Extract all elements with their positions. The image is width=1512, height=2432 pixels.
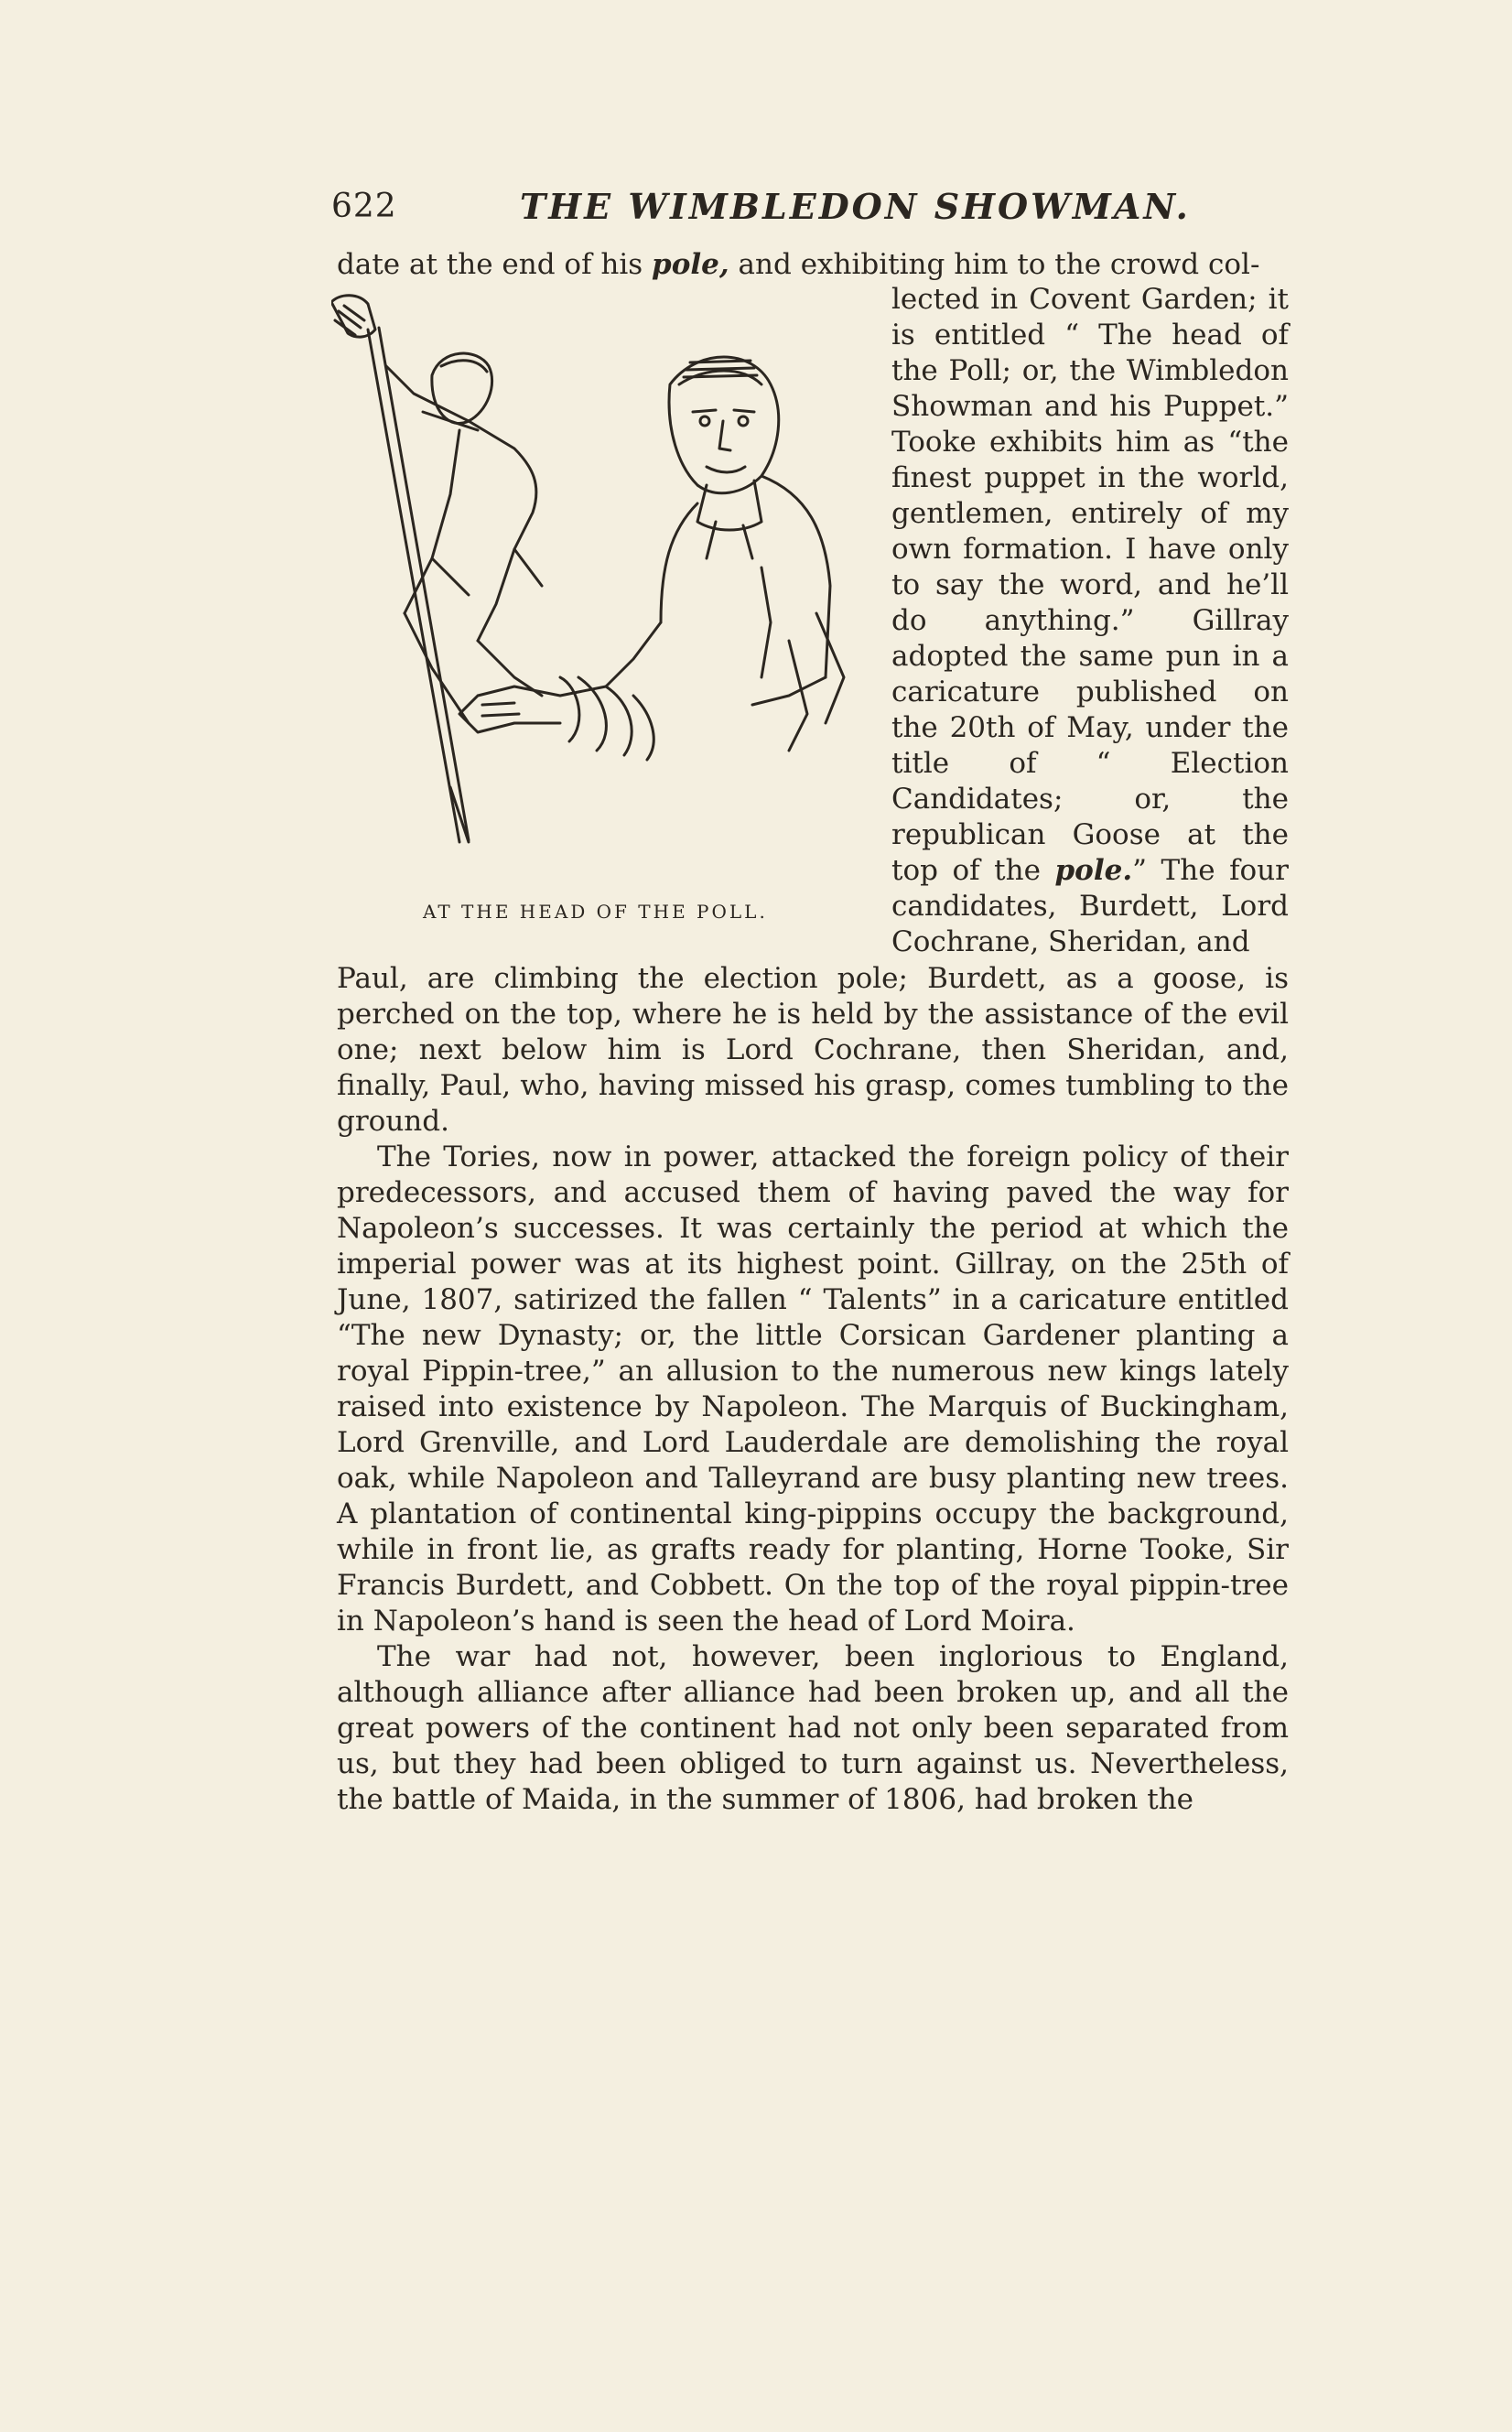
first-line-italic: pole, (652, 248, 729, 281)
puppet-figure (432, 353, 492, 423)
side-column-italic: pole. (1054, 854, 1133, 887)
side-column (891, 282, 1289, 960)
paragraph-2: The Tories, now in power, attacked the foreign policy of their predecessors, and accused them of having paved the way for Napoleon’s successes. It was certainly the period at which the imperial power was at its highest point. Gillray, on the 25th of June, 1807, satirized the fallen “ Talents” in a caricature entitled “The new Dynasty; or, the little Corsican Gardener planting a royal Pippin-tree,” an allusion to the numerous new kings lately raised into existence by Napoleon. The Marquis of Buckingham, Lord Grenville, and Lord Lauderdale are demolishing the royal oak, while Napoleon and Talleyrand are busy planting new trees. A plantation of continental king-pippins occupy the background, while in front lie, as grafts ready for planting, Horne Tooke, Sir Francis Burdett, and Cobbett. On the top of the royal pippin-tree in Napoleon’s hand is seen the head of Lord Moira. (337, 1140, 1289, 1638)
wimbledon-showman-engraving (331, 293, 862, 879)
paragraph-3: The war had not, however, been inglorious to England, although alliance after alliance had been broken up, and all the great powers of the continent had not only been separated from us, but they had been obliged to turn against us. Nevertheless, the battle of Maida, in the summer of 1806, had broken the (337, 1640, 1289, 1816)
side-column-text (891, 282, 1289, 960)
paragraph-1-continued: Paul, are climbing the election pole; Burdett, as a goose, is perched on the top, where he is held by the assistance of the evil one; next below him is Lord Cochrane, then Sheridan, and, finally, Paul, who, having missed his grasp, comes tumbling to the ground. (337, 962, 1289, 1138)
side-column-before: lected in Covent Garden; it is entitled “ The head of the Poll; or, the Wimbledon Showman and his Puppet.” Tooke exhibits him as “the finest puppet in the world, gentlemen, entirely of my own formation. I have only to say the word, and he’ll do anything.” Gillray adopted the same pun in a caricature published on the 20th of May, under the title of “ Election Candidates; or, the republican Goose at the top of the (891, 283, 1289, 887)
page-number: 622 (331, 188, 397, 225)
first-line-before: date at the end of his (337, 248, 653, 281)
first-line-after: and exhibiting him to the crowd col- (729, 248, 1260, 281)
main-text (337, 961, 1289, 1818)
side-column-after: ” The four candidates, Burdett, Lord Cochrane, Sheridan, and (891, 854, 1289, 958)
showman-coat (661, 476, 830, 677)
figure-caption: AT THE HEAD OF THE POLL. (423, 901, 768, 923)
running-head: THE WIMBLEDON SHOWMAN. (520, 186, 1191, 227)
showman-hand (459, 686, 560, 732)
pole (368, 330, 459, 842)
illustration (331, 293, 862, 934)
first-line (337, 247, 1289, 283)
